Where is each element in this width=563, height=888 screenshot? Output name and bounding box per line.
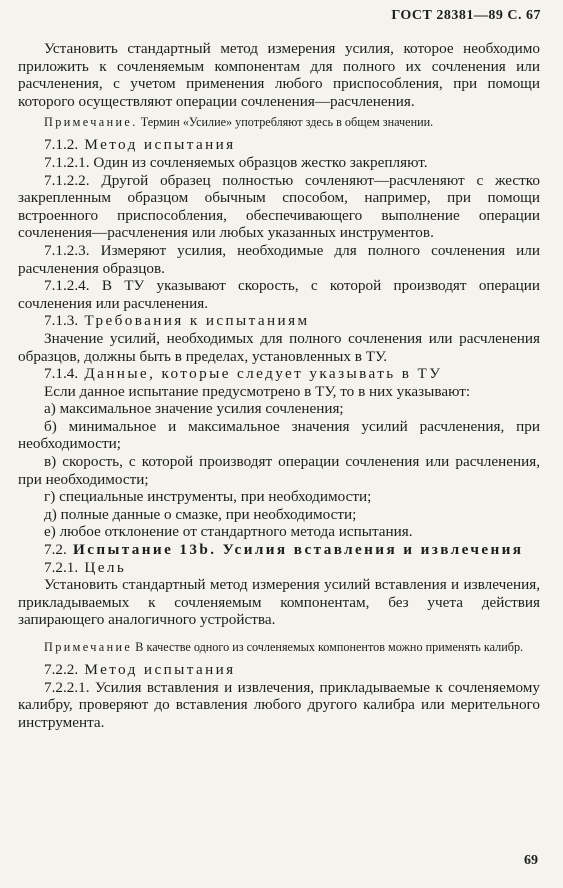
list-item: е) любое отклонение от стандартного метода испытания.: [44, 523, 413, 541]
list-item: а) максимальное значение усилия сочленения;: [44, 400, 344, 418]
heading-7-2-2-title: Метод испытания: [78, 661, 236, 678]
list-item: б) минимальное и максимальное значения усилий расчленения, при необходимости;: [18, 417, 540, 453]
heading-7-2-2: [18, 661, 540, 679]
heading-7-1-3: [18, 312, 540, 330]
note-2-text: В качестве одного из сочленяемых компонентов можно применять калибр.: [132, 640, 524, 654]
heading-7-1-4-number: 7.1.4.: [44, 365, 79, 383]
heading-7-2-title: Испытание 13b. Усилия вставления и извлечения: [66, 541, 524, 559]
spacer: [18, 629, 540, 635]
note-1-text: Термин «Усилие» употребляют здесь в общем значении.: [137, 115, 434, 130]
heading-7-2-number: 7.2.: [44, 541, 67, 559]
paragraph-7-1-2-2: 7.1.2.2. Другой образец полностью сочленяют—расчленяют с жестко закрепленным образцом обычным способом, например, при помощи встроенного приспособления, обеспечивающего выполнение операции сочленения—расчленения или любых указанных инструментов.: [18, 171, 540, 242]
page-header: ГОСТ 28381—89 С. 67: [391, 8, 541, 23]
paragraph-7-1-2-1: 7.1.2.1. Один из сочленяемых образцов жестко закрепляют.: [44, 153, 428, 171]
list-item: г) специальные инструменты, при необходимости;: [44, 488, 372, 506]
paragraph-7-2-1: Установить стандартный метод измерения усилий вставления и извлечения, прикладываемых к сочленяемым компонентам, без учета действия запирающего аналогичного устройства.: [18, 576, 540, 629]
paragraph-7-1-3: Значение усилий, необходимых для полного сочленения или расчленения образцов, должны быть в пределах, установленных в ТУ.: [18, 329, 540, 365]
heading-7-1-3-number: 7.1.3.: [44, 312, 79, 330]
heading-7-2-1-title: Цель: [78, 558, 127, 576]
paragraph-7-1-2-4: 7.1.2.4. В ТУ указывают скорость, с которой производят операции сочленения или расчленения.: [18, 277, 540, 312]
note-1: [18, 115, 540, 130]
note-2: [18, 640, 540, 655]
paragraph-7-1-4: Если данное испытание предусмотрено в ТУ, то в них указывают:: [44, 382, 471, 400]
paragraph-7-2-2-1: 7.2.2.1. Усилия вставления и извлечения, прикладываемые к сочленяемому калибру, проверяют до вставления любого другого калибра или мерительного инструмента.: [18, 678, 540, 731]
heading-7-1-3-title: Требования к испытаниям: [78, 312, 310, 330]
list-item: д) полные данные о смазке, при необходимости;: [44, 505, 357, 523]
heading-7-2-1: [18, 559, 540, 577]
heading-7-2-2-number: 7.2.2.: [44, 661, 79, 678]
paragraph-7-1-2-3: 7.1.2.3. Измеряют усилия, необходимые для полного сочленения или расчленения образцов.: [18, 241, 540, 277]
page-number: 69: [524, 853, 538, 868]
heading-7-1-2-number: 7.1.2.: [44, 136, 79, 154]
heading-7-2-1-number: 7.2.1.: [44, 558, 79, 576]
heading-7-1-4-title: Данные, которые следует указывать в ТУ: [78, 365, 443, 383]
note-2-label: Примечание: [44, 640, 133, 654]
list-item: в) скорость, с которой производят операции сочленения или расчленения, при необходимости;: [18, 453, 540, 488]
heading-7-1-2: [18, 136, 540, 154]
heading-7-1-4: [18, 365, 540, 383]
heading-7-2: [18, 541, 540, 559]
note-1-label: Примечание.: [44, 115, 138, 130]
heading-7-1-2-title: Метод испытания: [78, 136, 236, 154]
document-body: [18, 40, 540, 731]
paragraph-goal: Установить стандартный метод измерения усилия, которое необходимо приложить к сочленяемым компонентам для полного их сочленения или расчленения, с учетом применения любого приспособления, при помощи которого осуществляют операции сочленения—расчленения.: [18, 40, 540, 110]
